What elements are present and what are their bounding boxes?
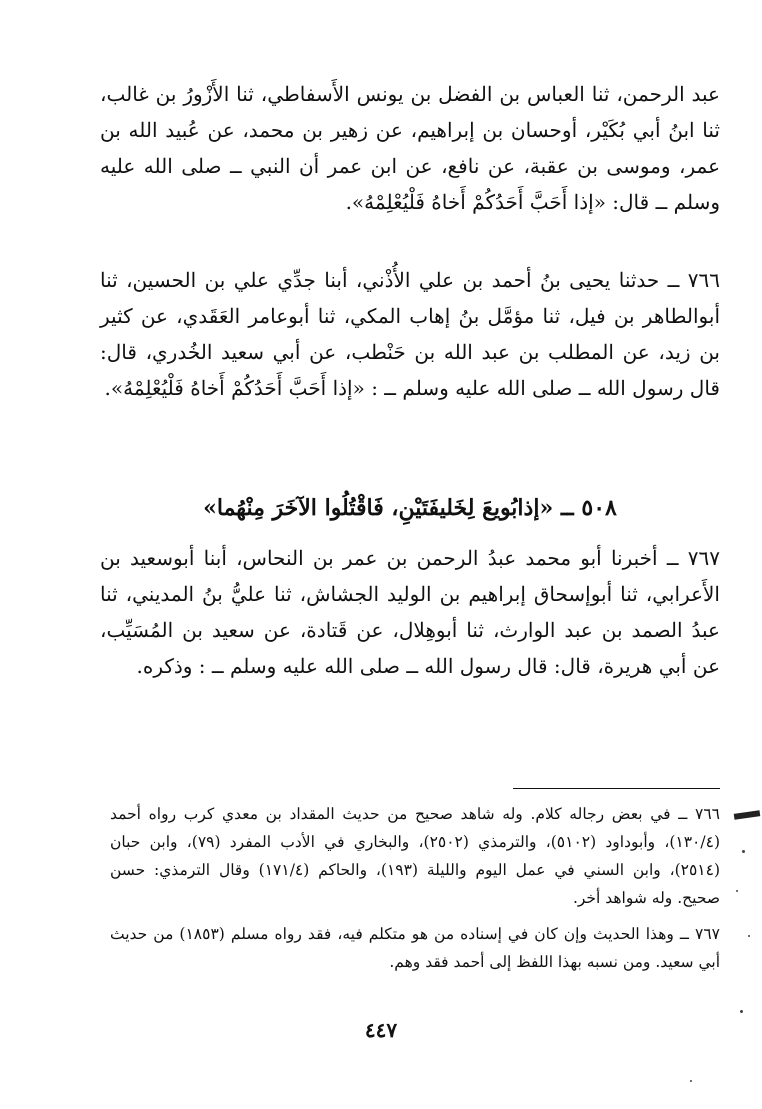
footnote-766: ٧٦٦ ــ في بعض رجاله كلام. وله شاهد صحيح من حديث المقداد بن معدي كرب رواه أحمد (١٣٠/٤)، وأبوداود (٥١٠٢)، والترمذي (٢٥٠٢)، والبخاري في الأدب المفرد (٧٩)، وابن حبان (٢٥١٤)، وابن السني في عمل اليوم والليلة (١٩٣)، والحاكم (١٧١/٤) وقال الترمذي: حسن صحيح. وله شواهد أخر. xyxy=(110,805,721,907)
page-number: ٤٤٧ xyxy=(364,1018,398,1042)
scan-speck xyxy=(742,850,745,853)
hadith-paragraph-765-continued xyxy=(100,76,720,220)
footnotes xyxy=(110,800,720,984)
paragraph-text: ٧٦٦ ــ حدثنا يحيى بنُ أحمد بن علي الأُذْني، أبنا جدِّي علي بن الحسين، ثنا أبوالطاهر بن فيل، ثنا مؤمَّل بنُ إهاب المكي، ثنا أبوعامر العَقَدي، عن كثير بن زيد، عن المطلب بن عبد الله بن حَنْطب، عن أبي سعيد الخُدري، قال: قال رسول الله ــ صلى الله عليه وسلم ــ : «إذا أَحَبَّ أَحَدُكُمْ أَخاهُ فَلْيُعْلِمْهُ». xyxy=(100,268,721,400)
hadith-paragraph-766 xyxy=(100,262,720,406)
scan-speck xyxy=(740,1010,743,1013)
scan-speck xyxy=(736,890,738,892)
footnote-767: ٧٦٧ ــ وهذا الحديث وإن كان في إسناده من هو متكلم فيه، فقد رواه مسلم (١٨٥٣) من حديث أبي سعيد. ومن نسبه بهذا اللفظ إلى أحمد فقد وهم. xyxy=(110,925,720,971)
paragraph-text: عبد الرحمن، ثنا العباس بن الفضل بن يونس الأَسفاطي، ثنا الأَزْورُ بن غالب، ثنا ابنُ أبي بُكَيْر، أوحسان بن إبراهيم، عن زهير بن محمد، عن عُبيد الله بن عمر، وموسى بن عقبة، عن نافع، عن ابن عمر أن النبي ــ صلى الله عليه وسلم ــ قال: «إذا أَحَبَّ أَحَدُكُمْ أَخاهُ فَلْيُعْلِمْهُ». xyxy=(100,82,720,214)
section-heading-508: ٥٠٨ ــ «إذابُويعَ لِخَليفَتَيْنِ، فَاقْتُلُوا الآخَرَ مِنْهُما» xyxy=(203,495,617,521)
scan-speck xyxy=(748,935,750,937)
scan-speck xyxy=(690,1080,692,1082)
hadith-paragraph-767 xyxy=(100,540,720,684)
paragraph-text: ٧٦٧ ــ أخبرنا أبو محمد عبدُ الرحمن بن عمر بن النحاس، أبنا أبوسعيد بن الأَعرابي، ثنا أبوإسحاق إبراهيم بن الوليد الجشاش، ثنا عليُّ بنُ المديني، ثنا عبدُ الصمد بن عبد الوارث، ثنا أبوهِلال، عن قَتادة، عن سعيد بن المُسَيِّب، عن أبي هريرة، قال: قال رسول الله ــ صلى الله عليه وسلم ــ : وذكره. xyxy=(100,546,720,678)
footnote-separator xyxy=(513,788,720,789)
scan-edge-mark xyxy=(734,810,761,820)
